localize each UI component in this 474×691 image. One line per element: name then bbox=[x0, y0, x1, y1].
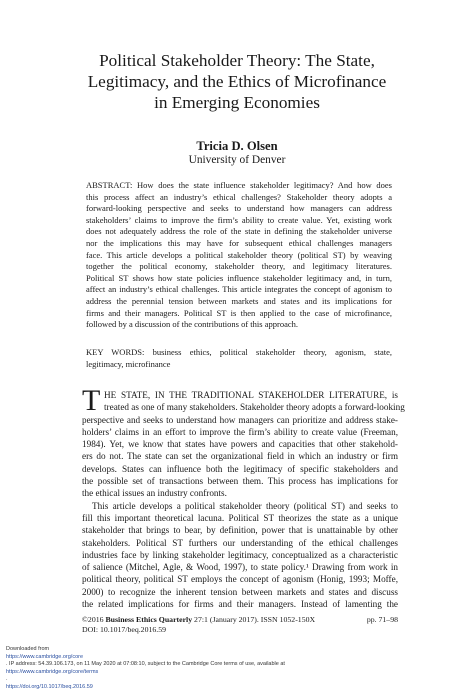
body-line: stakeholder that brings to bear, by definition, power that is unattainable by other bbox=[82, 524, 398, 536]
author-affiliation: University of Denver bbox=[0, 154, 474, 166]
body-line: political theory, political ST employs the concept of agonism (Honig, 1993; Moffe, bbox=[82, 573, 398, 585]
abstract-line: this process affect an industry’s ethical challenges? Stakeholder theory adopts a bbox=[86, 192, 392, 204]
body-line: This article develops a political stakeholder theory (political ST) and seeks to bbox=[82, 500, 398, 512]
page-range: pp. 71–98 bbox=[367, 615, 398, 624]
body-line: 2000) to recognize the inherent tension between markets and states and discuss bbox=[82, 586, 398, 598]
body-line: ers do not. The state can set the organizational field in which an industry or firm bbox=[82, 450, 398, 462]
body-line: the ethical issues an industry confronts. bbox=[82, 487, 398, 499]
title-line: in Emerging Economies bbox=[40, 92, 434, 113]
body-line: the possible set of transactions between them. This process has implications for bbox=[82, 475, 398, 487]
abstract-line: firms and their managers. Political ST is then applied to the case of microfinance, bbox=[86, 308, 392, 320]
title-line: Political Stakeholder Theory: The State, bbox=[40, 50, 434, 71]
abstract bbox=[86, 180, 392, 331]
keywords-line: KEY WORDS: business ethics, political stakeholder theory, agonism, state, bbox=[86, 347, 392, 359]
terms-link[interactable]: https://www.cambridge.org/core/terms bbox=[6, 669, 468, 677]
download-notice bbox=[6, 646, 468, 691]
abstract-line: stakeholders’ claims to improve the firm’s ability to create value. Yet, existing work bbox=[86, 215, 392, 227]
body-line: industries face by linking stakeholder legitimacy, conceptualized as a characteristic bbox=[82, 549, 398, 561]
keywords bbox=[86, 347, 392, 370]
issue-info: 27:1 (January 2017). ISSN 1052-150X bbox=[192, 615, 315, 624]
body-line: 1984). Yet, we know that states have powers and capacities that other stakehold- bbox=[82, 438, 398, 450]
body-text bbox=[82, 389, 398, 610]
article-title bbox=[40, 50, 434, 113]
body-line: holders’ claims in an effort to improve the firm’s ability to create value (Freeman, bbox=[82, 426, 398, 438]
abstract-line: ABSTRACT: How does the state influence stakeholder legitimacy? And how does bbox=[86, 180, 392, 192]
download-separator: . bbox=[6, 676, 468, 684]
abstract-line: Political ST shows how state policies influence stakeholder legitimacy and, in turn, bbox=[86, 273, 392, 285]
body-line: perspective and seeks to understand how managers can prioritize and address stake- bbox=[82, 414, 398, 426]
download-line-2 bbox=[6, 669, 468, 691]
drop-cap: T bbox=[82, 386, 100, 416]
body-line: fill this important theoretical lacuna. Political ST theorizes the state as a unique bbox=[82, 512, 398, 524]
download-prefix: Downloaded from bbox=[6, 646, 468, 654]
doi-line: DOI: 10.1017/beq.2016.59 bbox=[82, 625, 166, 634]
body-line: stakeholders. Political ST furthers our understanding of the ethical challenges bbox=[82, 537, 398, 549]
body-line: of salience (Mitchel, Agle, & Wood, 1997), to state policy.¹ Drawing from work in bbox=[82, 561, 398, 573]
abstract-line: face. This article develops a political stakeholder theory (political ST) by weaving bbox=[86, 250, 392, 262]
abstract-line: followed by a discussion of the contributions of this approach. bbox=[86, 319, 392, 331]
abstract-line: together the political economy, stakeholder theory, and legitimacy literatures. bbox=[86, 261, 392, 273]
journal-citation bbox=[82, 615, 398, 624]
download-line-1 bbox=[6, 646, 468, 669]
keywords-line: legitimacy, microfinance bbox=[86, 359, 392, 371]
title-line: Legitimacy, and the Ethics of Microfinance bbox=[40, 71, 434, 92]
abstract-line: nor the implications this may have for subsequent ethical challenges managers bbox=[86, 238, 392, 250]
doi-link[interactable]: https://doi.org/10.1017/beq.2016.59 bbox=[6, 684, 468, 691]
author-name: Tricia D. Olsen bbox=[0, 139, 474, 154]
copyright-prefix: ©2016 bbox=[82, 615, 105, 624]
journal-name: Business Ethics Quarterly bbox=[105, 615, 192, 624]
body-line: treated as one of many stakeholders. Stakeholder theory adopts a forward-looking bbox=[82, 401, 398, 413]
abstract-line: does not adequately address the role of the state in defining the stakeholder universe bbox=[86, 226, 392, 238]
download-suffix: . IP address: 54.39.106.173, on 11 May 2020 at 07:08:10, subject to the Cambridge Core terms of use, available at bbox=[6, 661, 468, 669]
abstract-line: affect an industry’s ethical challenges. This article integrates the concept of agonism to bbox=[86, 284, 392, 296]
body-line: the related implications for firms and their managers. Instead of lamenting the bbox=[82, 598, 398, 610]
abstract-line: forward-looking perspective and seeks to understand how managers can address bbox=[86, 203, 392, 215]
body-line: develops. States can influence both the legitimacy of specific stakeholders and bbox=[82, 463, 398, 475]
cambridge-core-link[interactable]: https://www.cambridge.org/core bbox=[6, 654, 468, 662]
body-line: HE STATE, IN THE TRADITIONAL STAKEHOLDER LITERATURE, is bbox=[82, 389, 398, 401]
abstract-line: address the perennial tension between markets and states and its implications for bbox=[86, 296, 392, 308]
